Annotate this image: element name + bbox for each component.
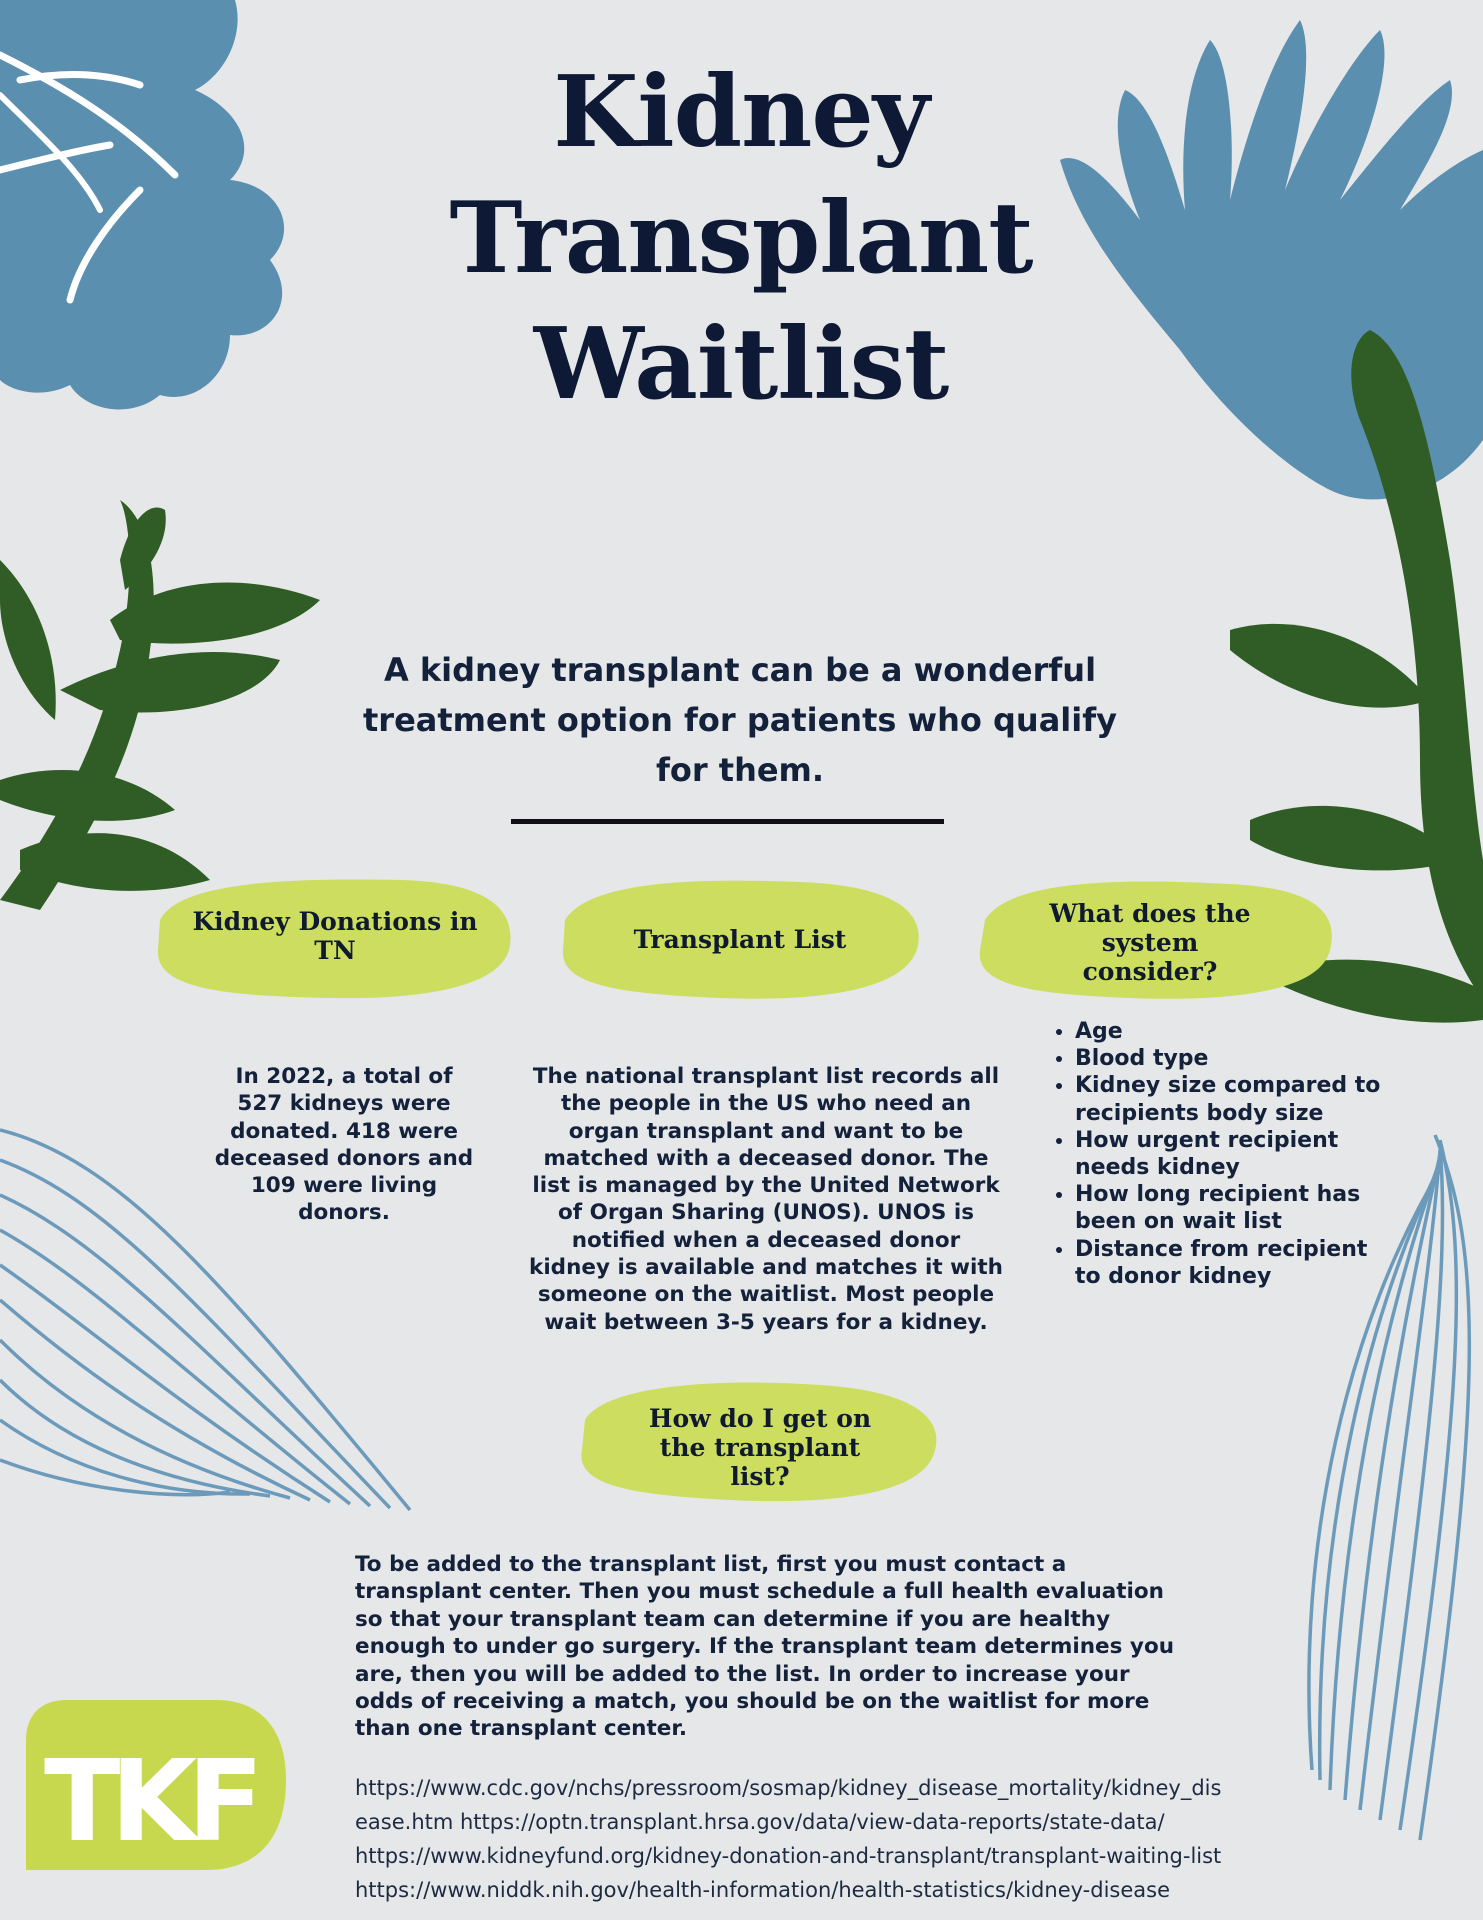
source-line[interactable]: https://www.cdc.gov/nchs/pressroom/sosmap/kidney_disease_mortality/kidney_dis (355, 1776, 1222, 1800)
title-line-3: Waitlist (533, 307, 949, 422)
list-item: • Distance from recipient to donor kidney (1075, 1236, 1395, 1290)
list-item: • Blood type (1075, 1045, 1395, 1072)
donations-text: In 2022, a total of 527 kidneys were donated. 418 were deceased donors and 109 were living donors. (214, 1064, 474, 1226)
source-line[interactable]: https://www.kidneyfund.org/kidney-donation-and-transplant/transplant-waiting-list (355, 1844, 1222, 1868)
list-item: • Age (1075, 1018, 1395, 1045)
logo-text: TKF (44, 1737, 254, 1867)
transplant-list-text: The national transplant list records all the people in the US who need an organ transplant and want to be matched with a deceased donor. The list is managed by the United Network of Organ Sharing (UNOS). UNOS is notified when a deceased donor kidney is available and matches it with someone on the waitlist. Most people wait between 3-5 years for a kidney. (529, 1064, 1003, 1335)
sources (355, 1771, 1355, 1907)
considerations-heading: What does the system consider? (1049, 898, 1251, 986)
how-to-heading: How do I get on the transplant list? (648, 1403, 872, 1491)
tkf-logo (26, 1700, 286, 1870)
transplant-list-heading: Transplant List (633, 924, 847, 954)
how-to-text: To be added to the transplant list, first you must contact a transplant center. Then you must schedule a full health evaluation so that your transplant team can determine if you are healthy enough to under go surgery. If the transplant team determines you are, then you will be added to the list. In order to increase your odds of receiving a match, you should be on the waitlist for more than one transplant center. (355, 1552, 1175, 1742)
list-item: • Kidney size compared to recipients body size (1075, 1072, 1395, 1126)
list-item: • How long recipient has been on wait list (1075, 1181, 1395, 1235)
source-line[interactable]: ease.htm https://optn.transplant.hrsa.gov/data/view-data-reports/state-data/ (355, 1810, 1165, 1834)
intro-text: A kidney transplant can be a wonderful treatment option for patients who qualify for them. (362, 651, 1118, 789)
title-line-1: Kidney (553, 55, 929, 170)
considerations-list (1043, 1018, 1395, 1290)
green-branch-left (0, 500, 320, 910)
title-line-2: Transplant (449, 181, 1033, 296)
list-item: • How urgent recipient needs kidney (1075, 1127, 1395, 1181)
divider-line (511, 819, 944, 824)
source-line[interactable]: https://www.niddk.nih.gov/health-information/health-statistics/kidney-disease (355, 1878, 1171, 1902)
donations-heading: Kidney Donations in TN (192, 907, 478, 965)
page-title (341, 50, 1141, 428)
blue-leaf-top-left (0, 0, 284, 409)
